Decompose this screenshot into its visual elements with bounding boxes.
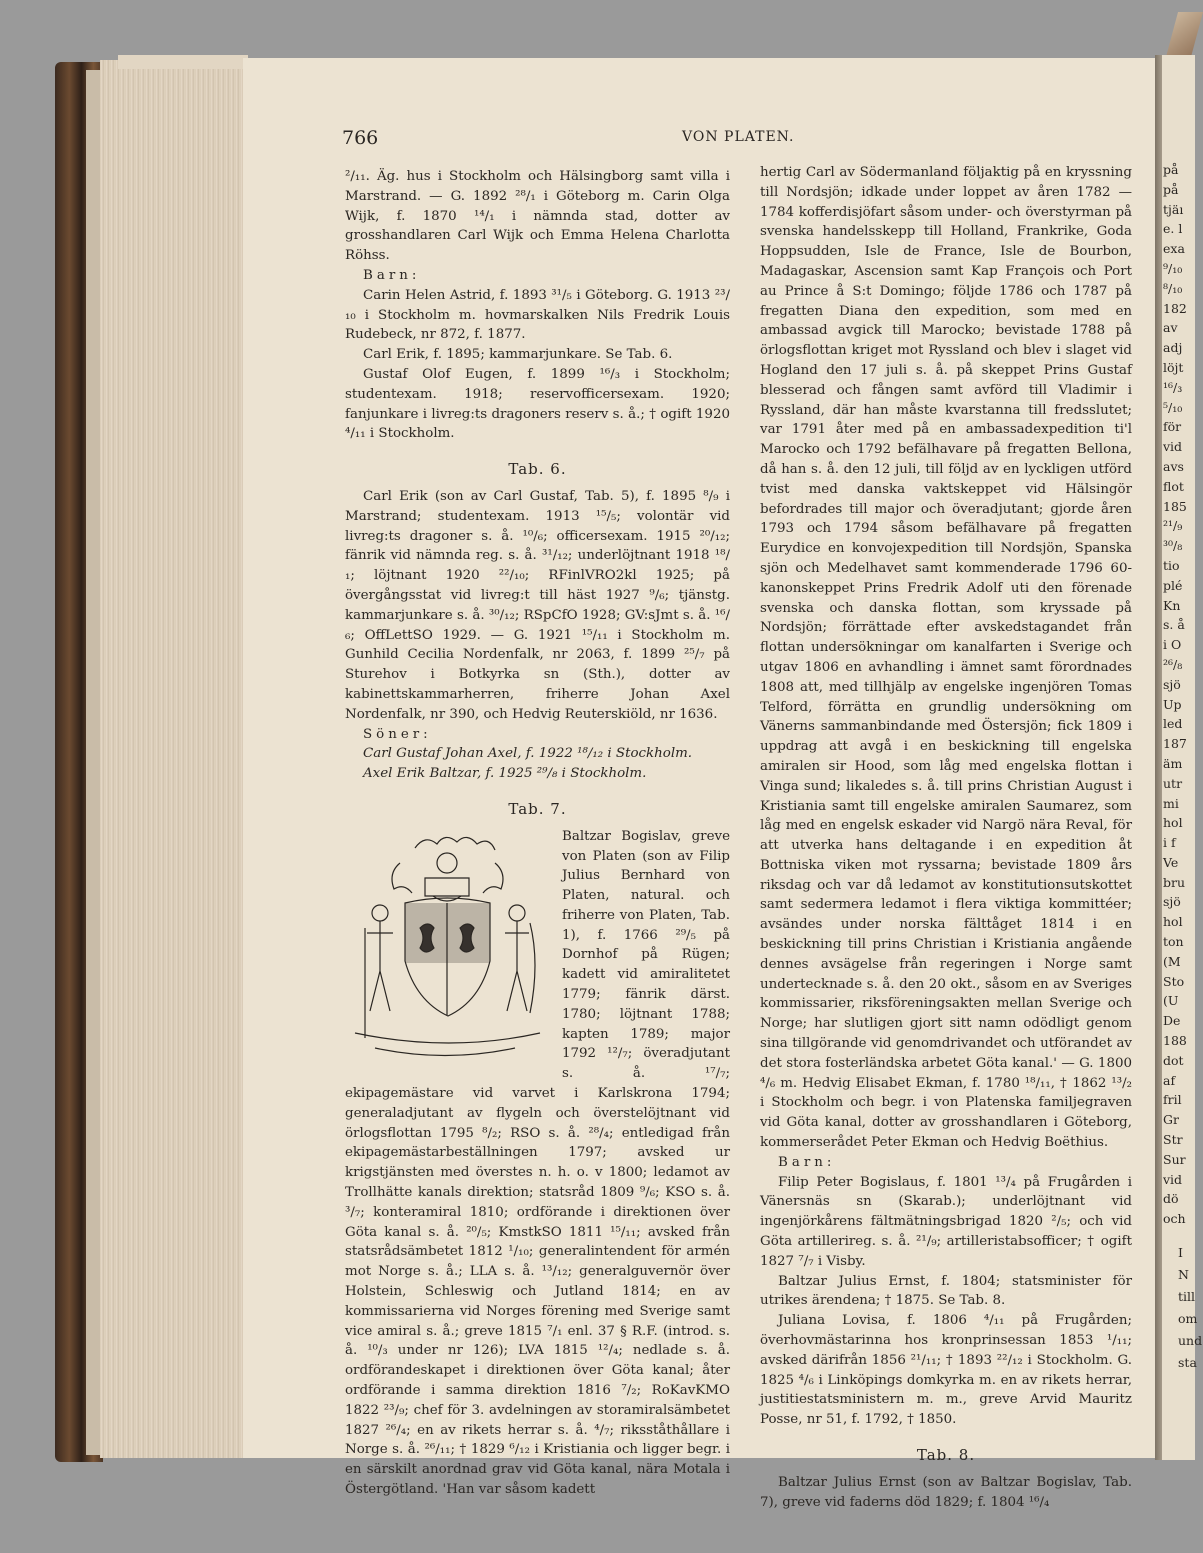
edge-line: tjäı [1163, 201, 1184, 217]
edge-line: Ve [1163, 854, 1179, 870]
edge-line: 185 [1163, 498, 1187, 514]
section-heading-tab7: Tab. 7. [508, 799, 567, 818]
edge-line: i O [1163, 637, 1182, 653]
edge-line: vid [1163, 439, 1183, 455]
edge-line: utr [1163, 775, 1183, 791]
child-entry: Gustaf Olof Eugen, f. 1899 ¹⁶/₃ i Stockholm; studentexam. 1918; reservofficersexam. 1920; fanjunkare i livreg:ts dragoners reserv s. å.; † ogift 1920 ⁴/₁₁ i Stockholm. [345, 366, 730, 442]
edge-line: på [1163, 181, 1179, 197]
right-column [760, 163, 1132, 1512]
page-header [342, 127, 1142, 149]
page-stack-top [118, 55, 248, 69]
edge-line: mi [1163, 795, 1179, 811]
tab7-block [345, 827, 730, 1500]
edge-line: (M [1163, 953, 1181, 969]
edge-line: i f [1163, 835, 1176, 851]
edge-line: löjt [1163, 359, 1184, 375]
edge-line: dö [1163, 1191, 1179, 1207]
edge-line: plé [1163, 577, 1183, 593]
edge-line: ¹⁶/₃ [1163, 379, 1183, 395]
edge-line: Kn [1163, 597, 1181, 613]
paragraph: ²/₁₁. Äg. hus i Stockholm och Hälsingborg samt villa i Marstrand. — G. 1892 ²⁸/₁ i Göteborg m. Carin Olga Wijk, f. 1870 ¹⁴/₁ i nämnda stad, dotter av grosshandlaren Carl Wijk och Emma Helena Charlotta Röhss. [345, 169, 730, 264]
page-number: 766 [342, 127, 379, 149]
edge-line: led [1163, 716, 1183, 732]
child-entry: Baltzar Julius Ernst, f. 1804; statsminister för utrikes ärendena; † 1875. Se Tab. 8. [760, 1273, 1132, 1309]
child-entry: Carl Erik, f. 1895; kammarjunkare. Se Tab. 6. [363, 347, 673, 363]
edge-line: Up [1163, 696, 1182, 712]
edge-line: De [1163, 1013, 1181, 1029]
section-label-barn: Barn: [778, 1154, 836, 1170]
edge-line: s. å [1163, 617, 1185, 633]
edge-line: av [1163, 320, 1178, 336]
edge-line: und [1178, 1333, 1203, 1348]
edge-line: avs [1163, 458, 1184, 474]
edge-line: ton [1163, 934, 1184, 950]
edge-line: 187 [1163, 736, 1187, 752]
edge-line: 182 [1163, 300, 1187, 316]
tab7-paragraph: Baltzar Bogislav, greve von Platen (son av Filip Julius Bernhard von Platen, natural. och friherre von Platen, Tab. 1), f. 1766 ²⁹/₅ på Dornhof på Rügen; kadett vid amiralitetet 1779; fänrik därst. 1780; löjtnant 1788; kapten 1789; major 1792 ¹²/₇; överadjutant s. å. ¹⁷/₇; ekipagemästare vid varvet i Karlskrona 1794; generaladjutant av flygeln och överstelöjtnant vid örlogsflottan 1795 ⁸/₂; RSO s. å. ²⁸/₄; entledigad från ekipagemästarbeställningen 1797; avsked ur krigstjänsten med överstes n. h. o. v 1800; ledamot av Trollhätte kanals direktion; statsråd 1809 ⁹/₆; KSO s. å. ³/₇; konteramiral 1810; ordförande i direktionen över Göta kanal s. å. ²⁰/₅; KmstkSO 1811 ¹⁵/₁₁; avsked från statsrådsämbetet 1812 ¹/₁₀; generalintendent för armén mot Norge s. å.; LLA s. å. ¹³/₁₂; generalguvernör över Holstein, Schleswig och Jutland 1814; en av kommissarierna vid Norges förening med Sverige samt vice amiral s. å.; greve 1815 ⁷/₁ enl. 37 § R.F. (introd. s. å. ¹⁰/₃ under nr 126); LVA 1815 ¹²/₄; nedlade s. å. ordförandeskapet i direktionen över Göta kanal; åter ordförande i samma direktion 1816 ⁷/₂; RoKavKMO 1822 ²³/₉; chef för 3. avdelningen av storamiralsämbetet 1827 ²⁶/₄; en av rikets herrar s. å. ⁴/₇; riksståthållare i Norge s. å. ²⁶/₁₁; † 1829 ⁶/₁₂ i Kristiania och ligger begr. i en särskilt anordnad grav vid Göta kanal, nära Motala i Östergötland. 'Han var såsom kadett [345, 828, 730, 1497]
edge-line: ⁸/₁₀ [1163, 280, 1183, 296]
edge-line: vid [1163, 1171, 1183, 1187]
next-page-edge-text-lower [1178, 1242, 1203, 1374]
edge-line: dot [1163, 1052, 1184, 1068]
left-column [345, 167, 730, 1500]
edge-line: e. l [1163, 221, 1183, 237]
edge-line: 188 [1163, 1033, 1187, 1049]
next-page-edge-text [1163, 160, 1195, 1229]
edge-line: sta [1178, 1355, 1197, 1370]
child-entry: Axel Erik Baltzar, f. 1925 ²⁹/₈ i Stockholm. [363, 766, 647, 782]
edge-line: tio [1163, 557, 1180, 573]
edge-line: Sto [1163, 973, 1185, 989]
paragraph: Carl Erik (son av Carl Gustaf, Tab. 5), f. 1895 ⁸/₉ i Marstrand; studentexam. 1913 ¹⁵/₅; volontär vid livreg:ts dragoner s. å. ¹⁰/₆; officersexam. 1915 ²⁰/₁₂; fänrik vid nämnda reg. s. å. ³¹/₁₂; underlöjtnant 1918 ¹⁸/₁; löjtnant 1920 ²²/₁₀; RFinlVRO2kl 1925; på övergångsstat vid livreg:t till häst 1927 ⁹/₆; tjänstg. kammarjunkare s. å. ³⁰/₁₂; RSpCfO 1928; GV:sJmt s. å. ¹⁶/₆; OffLettSO 1929. — G. 1921 ¹⁵/₁₁ i Stockholm m. Gunhild Cecilia Nordenfalk, nr 2063, f. 1899 ²⁵/₇ på Sturehov i Botkyrka sn (Sth.), dotter av kabinettskammarherren, friherre Johan Axel Nordenfalk, nr 390, och Hedvig Reuterskiöld, nr 1636. [345, 488, 730, 722]
paragraph: hertig Carl av Södermanland följaktig på en kryssning till Nordsjön; idkade under loppet av åren 1782 —1784 kofferdisjöfart såsom under- och överstyrman på svenska handelsskepp till Holland, Frankrike, Goda Hoppsudden, Isle de France, Isle de Bourbon, Madagaskar, Ascension samt Kap François och Port au Prince å S:t Domingo; följde 1786 och 1787 på fregatten Diana den expedition, som med en ambassad avgick till Marocko; bevistade 1788 på örlogsflottan kriget mot Ryssland och blev i slaget vid Hogland den 17 juli s. å. på skeppet Prins Gustaf blesserad och fången samt avförd till Vladimir i Ryssland, där han måste kvarstanna till fredsslutet; var 1791 åter med på en ambassadexpedition ti'l Marocko och 1792 befälhavare på fregatten Bellona, då han s. å. den 12 juli, till följd av en lyckligen utförd tvist med danska vaktskeppet vid Hälsingör befordrades till major och överadjutant; gjorde åren 1793 och 1794 såsom befälhavare på fregatten Eurydice en konvojexpedition till Nordsjön, Spanska sjön och Medelhavet samt kommenderade 1796 60-kanonskeppet Prins Fredrik Adolf uti den förenade svenska och danska flottan, som kryssade på Nordsjön; förrättade efter avskedstagandet från flottan undersökningar om kanalfarten i Sverige och utgav 1806 en avhandling i ämnet samt förordnades 1808 att, med tillhjälp av engelske ingenjören Tomas Telford, förrätta en grundlig undersökning om Vänerns sammanbindande med Östersjön; fick 1809 i uppdrag att avgå i en beskickning till engelska amiralen sir Hood, som låg med engelska flottan i Vinga sund; likaledes s. å. till prins Christian August i Kristiania samt till engelske amiralen Saumarez, som låg med en engelsk eskader vid Nargö nära Reval, för att utverka hans deltagande i en expedition åt Bottniska viken mot ryssarna; bevistade 1809 års riksdag och var då ledamot av konstitutionsutskottet samt sedermera ledamot i flera viktiga kommittéer; avsändes under norska fälttåget 1814 i en beskickning till prins Christian i Kristiania angående dennes avsägelse från regeringen i Norge samt undertecknade s. å. den 20 okt., såsom en av Sveriges kommissarier, riksföreningsakten mellan Sverige och Norge; har slutligen gjort sitt namn odödligt genom sina tillgörande vid genomdrivandet och utförandet av det stora fosterländska arbetet Göta kanal.' — G. 1800 ⁴/₆ m. Hedvig Elisabet Ekman, f. 1780 ¹⁸/₁₁, † 1862 ¹³/₂ i Stockholm och begr. i von Platenska familjegraven vid Göta kanal, dotter av grosshandlaren i Göteborg, kommerserådet Peter Ekman och Hedvig Boëthius. [760, 165, 1132, 1151]
paragraph: Baltzar Julius Ernst (son av Baltzar Bogislav, Tab. 7), greve vid faderns död 1829; f. 1804 ¹⁶/₄ [760, 1474, 1132, 1510]
section-label-barn: Barn: [363, 267, 421, 283]
child-entry: Carin Helen Astrid, f. 1893 ³¹/₅ i Göteborg. G. 1913 ²³/₁₀ i Stockholm m. hovmarskalken Nils Fredrik Louis Rudebeck, nr 872, f. 1877. [345, 287, 730, 343]
edge-line: fril [1163, 1092, 1182, 1108]
edge-line: af [1163, 1072, 1176, 1088]
edge-line: Gr [1163, 1112, 1179, 1128]
edge-line: på [1163, 162, 1179, 177]
edge-line: till [1178, 1289, 1196, 1304]
edge-line: sjö [1163, 894, 1181, 910]
edge-line: I [1178, 1245, 1183, 1260]
edge-line: (U [1163, 993, 1179, 1009]
edge-line: för [1163, 419, 1182, 435]
edge-line: om [1178, 1311, 1198, 1326]
edge-line: bru [1163, 874, 1186, 890]
edge-line: ²⁶/₈ [1163, 656, 1183, 672]
edge-line: och [1163, 1211, 1186, 1227]
edge-line: Sur [1163, 1151, 1186, 1167]
child-entry: Juliana Lovisa, f. 1806 ⁴/₁₁ på Frugården; överhovmästarinna hos kronprinsessan 1853 ¹/₁₁; avsked därifrån 1856 ²¹/₁₁; † 1893 ²²/₁₂ i Stockholm. G. 1825 ⁴/₆ i Linköpings domkyrka m. en av rikets herrar, justitiestatsministern m. m., greve Arvid Mauritz Posse, nr 51, f. 1792, † 1850. [760, 1313, 1132, 1428]
edge-line: exa [1163, 241, 1185, 257]
child-entry: Filip Peter Bogislaus, f. 1801 ¹³/₄ på Frugården i Vänersnäs sn (Skarab.); underlöjtnant vid ingenjörkårens fältmätningsbrigad 1820 ²/₅; och vid Göta artillerireg. s. å. ²¹/₉; artilleristabsofficer; † ogift 1827 ⁷/₇ i Visby. [760, 1174, 1132, 1269]
edge-line: ⁵/₁₀ [1163, 399, 1183, 415]
edge-line: N [1178, 1267, 1189, 1282]
edge-line: ⁹/₁₀ [1163, 260, 1183, 276]
section-heading-tab6: Tab. 6. [508, 460, 567, 479]
edge-line: ³⁰/₈ [1163, 538, 1183, 554]
edge-line: hol [1163, 914, 1183, 930]
running-head: VON PLATEN. [682, 129, 795, 145]
edge-line: Str [1163, 1132, 1183, 1148]
edge-line: sjö [1163, 676, 1181, 692]
page-stack [100, 60, 245, 1458]
coat-of-arms-illustration [345, 833, 550, 1081]
section-heading-tab8: Tab. 8. [916, 1446, 976, 1464]
section-label-soner: Söner: [363, 726, 432, 742]
edge-line: äm [1163, 755, 1183, 771]
child-entry: Carl Gustaf Johan Axel, f. 1922 ¹⁸/₁₂ i Stockholm. [363, 746, 693, 762]
edge-line: ²¹/₉ [1163, 518, 1183, 534]
edge-line: adj [1163, 340, 1183, 356]
edge-line: hol [1163, 815, 1183, 831]
edge-line: flot [1163, 478, 1184, 494]
